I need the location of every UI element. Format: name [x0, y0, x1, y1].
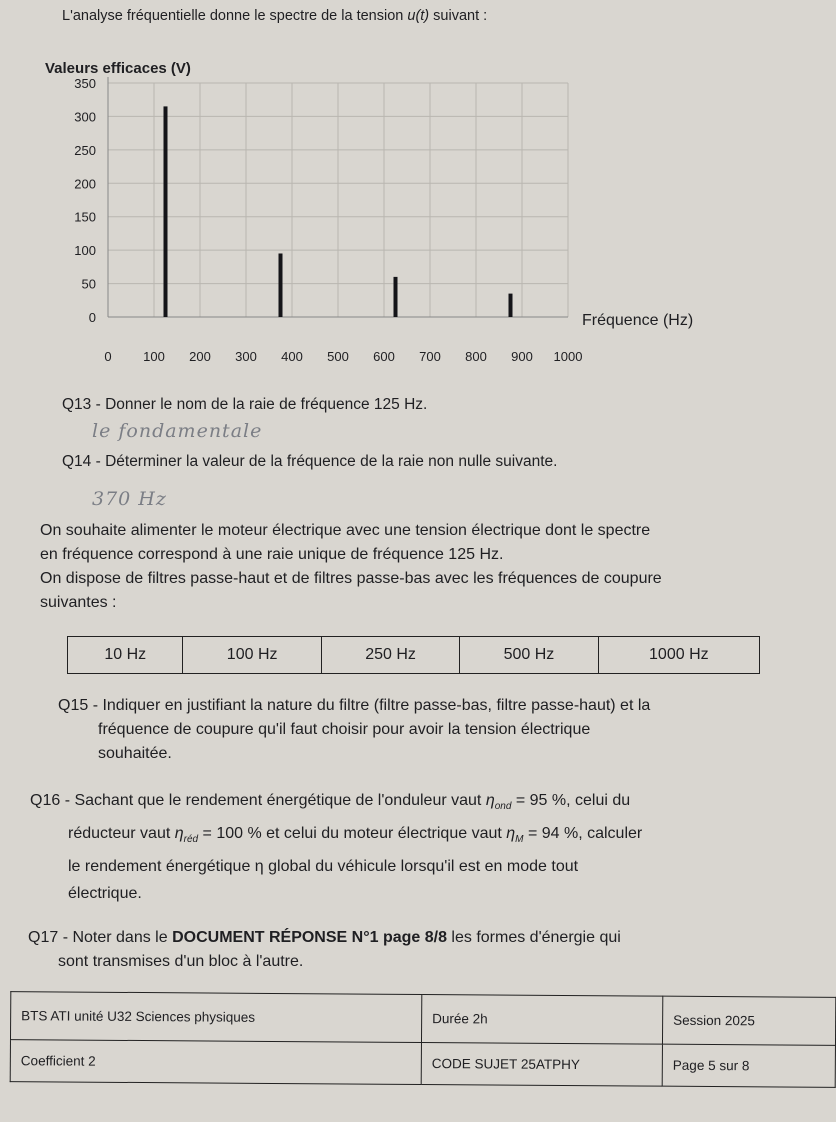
footer-session: Session 2025 [662, 996, 835, 1045]
x-tick-label: 1000 [553, 349, 583, 364]
x-tick-label: 900 [511, 349, 533, 364]
q13-text: Q13 - Donner le nom de la raie de fréquence 125 Hz. [62, 396, 428, 413]
q15-text: Q15 - Indiquer en justifiant la nature du filtre (filtre passe-bas, filtre passe-haut) et la fréquence de coupure qu'il faut choisir pour avoir la tension électrique souhaitée. [58, 697, 651, 762]
cutoff-cell: 1000 Hz [598, 637, 759, 674]
footer-course: BTS ATI unité U32 Sciences physiques [10, 992, 421, 1043]
cutoff-cell: 500 Hz [460, 637, 598, 674]
footer-coefficient: Coefficient 2 [10, 1040, 421, 1085]
y-tick-label: 150 [74, 209, 96, 225]
x-tick-label: 700 [419, 349, 441, 364]
cutoff-cell: 250 Hz [321, 637, 459, 674]
y-tick-label: 200 [74, 176, 96, 192]
cutoff-cell: 100 Hz [183, 637, 321, 674]
x-tick-label: 0 [104, 349, 112, 364]
x-tick-label: 600 [373, 349, 395, 364]
spectral-line [279, 253, 283, 317]
chart-y-ticks [74, 76, 96, 325]
q16-text: Q16 - Sachant que le rendement énergétique de l'onduleur vaut $\eta_{ond} = 95$ %, celui du réducteur vaut $\eta_{réd} = 100$ % et celui du moteur électrique vaut $\eta_M = 94$ %, calculer le rendement énergétique η global du véhicule lorsqu'il est en mode tout électrique. [30, 792, 643, 903]
footer-code: CODE SUJET 25ATPHY [421, 1042, 662, 1086]
chart-ylabel: Valeurs efficaces (V) [45, 60, 191, 77]
intro-variable: u(t) [407, 8, 430, 24]
q14-text: Q14 - Déterminer la valeur de la fréquence de la raie non nulle suivante. [62, 453, 558, 470]
y-tick-label: 50 [81, 276, 96, 292]
spectrum-chart [40, 55, 740, 385]
x-tick-label: 500 [327, 349, 349, 364]
y-tick-label: 100 [74, 243, 96, 259]
footer-page: Page 5 sur 8 [662, 1044, 835, 1087]
x-tick-label: 100 [143, 349, 165, 364]
y-tick-label: 300 [74, 109, 96, 125]
y-tick-label: 0 [88, 310, 96, 325]
x-tick-label: 200 [189, 349, 211, 364]
x-tick-label: 300 [235, 349, 257, 364]
context-paragraph: On souhaite alimenter le moteur électrique avec une tension électrique dont le spectre en fréquence correspond à une raie unique de fréquence 125 Hz. On dispose de filtres passe-haut et de filtres passe-bas avec les fréquences de coupure suivantes : [40, 522, 662, 611]
spectral-line [164, 106, 168, 317]
cutoff-cell: 10 Hz [68, 637, 183, 674]
spectral-line [509, 294, 513, 317]
y-tick-label: 350 [74, 76, 96, 91]
chart-xlabel: Fréquence (Hz) [582, 312, 694, 329]
q14-answer: 370 Hz [92, 488, 167, 510]
q17-text: Q17 - Noter dans le DOCUMENT RÉPONSE N°1 page 8/8 les formes d'énergie qui sont transmises d'un bloc à l'autre. [28, 929, 621, 970]
chart-x-ticks [104, 349, 582, 364]
x-tick-label: 800 [465, 349, 487, 364]
y-tick-label: 250 [74, 142, 96, 158]
chart-grid [108, 77, 568, 317]
footer-duration: Durée 2h [421, 994, 662, 1044]
q13-answer: le fondamentale [92, 420, 263, 442]
cutoff-table [67, 636, 760, 674]
spectral-line [394, 277, 398, 317]
intro-text: L'analyse fréquentielle donne le spectre de la tension u(t) suivant : [62, 8, 488, 24]
footer-table [10, 991, 836, 1088]
x-tick-label: 400 [281, 349, 303, 364]
